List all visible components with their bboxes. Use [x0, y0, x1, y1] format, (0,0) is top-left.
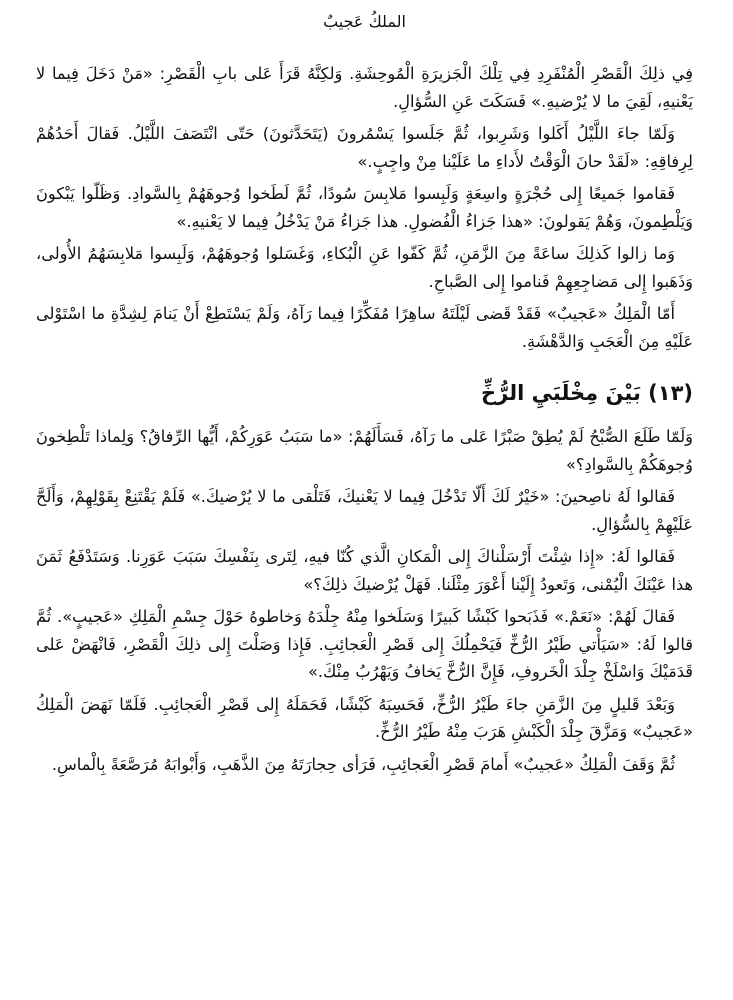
paragraph: وَبَعْدَ قَليلٍ مِنَ الزَّمَنِ جاءَ طَيْرُ الرُّخِّ، فَحَسِبَهُ كَبْشًا، فَحَمَلَهُ إِلى قَصْرِ الْعَجائِبِ. فَلَمّا نَهَضَ الْمَلِكُ «عَجيبٌ» وَمَزَّقَ جِلْدَ الْكَبْشِ هَرَبَ مِنْهُ طَيْرُ الرُّخِّ. [36, 694, 693, 741]
paragraph: فَقالوا لَهُ ناصِحينَ: «خَيْرٌ لَكَ أَلّا تَدْخُلَ فِيما لا يَعْنيكَ، فَتَلْقى ما لا يُرْضيكَ.» فَلَمْ يَقْتَنِعْ بِقَوْلِهِمْ، وَأَلَحَّ عَلَيْهِمْ بِالسُّؤالِ. [36, 487, 693, 534]
paragraph: فَقاموا جَميعًا إِلى حُجْرَةٍ واسِعَةٍ وَلَبِسوا مَلابِسَ سُودًا، ثُمَّ لَطَخوا وُجوهَهُمْ بِالسَّوادِ. وَظَلّوا يَبْكونَ وَيَلْطِمونَ، وَهُمْ يَقولونَ: «هذا جَزاءُ الْفُضولِ. هذا جَزاءُ مَنْ يَدْخُلُ فِيما لا يَعْنيهِ.» [36, 184, 693, 231]
running-head: الملكُ عَجيبٌ [323, 12, 406, 31]
paragraph: فَقالَ لَهُمْ: «نَعَمْ.» فَذَبَحوا كَبْشًا كَبيرًا وَسَلَخوا مِنْهُ جِلْدَهُ وَخاطوهُ حَوْلَ جِسْمِ الْمَلِكِ «عَجيبٍ». ثُمَّ قالوا لَهُ: «سَيَأْتي طَيْرُ الرُّخِّ فَيَحْمِلُكَ إِلى قَصْرِ الْعَجائِبِ. فَإِذا وَصَلْتَ إِلى ذلِكَ الْقَصْرِ، فَانْهَضْ عَلى قَدَمَيْكَ وَاسْلَخْ جِلْدَ الْخَروفِ، فَإِنَّ الرُّخَّ يَخافُ وَيَهْرُبُ مِنْكَ.» [36, 607, 693, 681]
paragraph: وَما زالوا كَذلِكَ ساعَةً مِنَ الزَّمَنِ، ثُمَّ كَفّوا عَنِ الْبُكاءِ، وَغَسَلوا وُجوهَهُمْ، وَلَبِسوا مَلابِسَهُمُ الأُولى، وَذَهَبوا إِلى مَضاجِعِهِمْ فَناموا إِلى الصَّباحِ. [36, 244, 693, 291]
paragraph: ثُمَّ وَقَفَ الْمَلِكُ «عَجيبٌ» أَمامَ قَصْرِ الْعَجائِبِ، فَرَأى حِجارَتَهُ مِنَ الذَّهَبِ، وَأَبْوابَهُ مُرَصَّعَةً بِالْماسِ. [51, 754, 675, 774]
paragraph: فَقالوا لَهُ: «إِذا شِئْتَ أَرْسَلْناكَ إِلى الْمَكانِ الَّذي كُنّا فيهِ، لِتَرى بِنَفْسِكَ سَبَبَ عَوَرِنا. وَسَتَدْفَعُ ثَمَنَ هذا عَيْنَكَ الْيُمْنى، وَتَعودُ إِلَيْنا أَعْوَرَ مِثْلَنا. فَهَلْ يُرْضيكَ ذلِكَ؟» [36, 547, 693, 594]
page-body [36, 60, 693, 778]
paragraph: أَمّا الْمَلِكُ «عَجيبٌ» فَقَدْ قَضى لَيْلَتَهُ ساهِرًا مُفَكِّرًا فِيما رَآهُ، وَلَمْ يَسْتَطِعْ أَنْ يَنامَ لِشِدَّةِ ما اسْتَوْلى عَلَيْهِ مِنَ الْعَجَبِ وَالدَّهْشَةِ. [36, 304, 693, 351]
paragraph: وَلَمّا جاءَ اللَّيْلُ أَكَلوا وَشَرِبوا، ثُمَّ جَلَسوا يَسْمُرونَ (يَتَحَدَّثونَ) حَتّى انْتَصَفَ اللَّيْلُ. فَقالَ أَحَدُهُمْ لِرِفاقِهِ: «لَقَدْ حانَ الْوَقْتُ لأَداءِ ما عَلَيْنا مِنْ واجِبٍ.» [36, 124, 693, 171]
section-heading: (١٣) بَيْنَ مِخْلَبَيِ الرُّخِّ [481, 381, 693, 405]
paragraph: وَلَمّا طَلَعَ الصُّبْحُ لَمْ يُطِقْ صَبْرًا عَلى ما رَآهُ، فَسَأَلَهُمْ: «ما سَبَبُ عَوَرِكُمْ، أَيُّها الرِّفاقُ؟ وَلِماذا تَلْطِخونَ وُجوهَكُمْ بِالسَّوادِ؟» [36, 427, 693, 474]
paragraph: فِي ذلِكَ الْقَصْرِ الْمُنْفَرِدِ فِي تِلْكَ الْجَزيرَةِ الْمُوحِشَةِ. وَلكِنَّهُ قَرَأَ عَلى بابِ الْقَصْرِ: «مَنْ دَخَلَ فِيما لا يَعْنيهِ، لَقِيَ ما لا يُرْضيهِ.» فَسَكَتَ عَنِ السُّؤالِ. [36, 64, 693, 111]
